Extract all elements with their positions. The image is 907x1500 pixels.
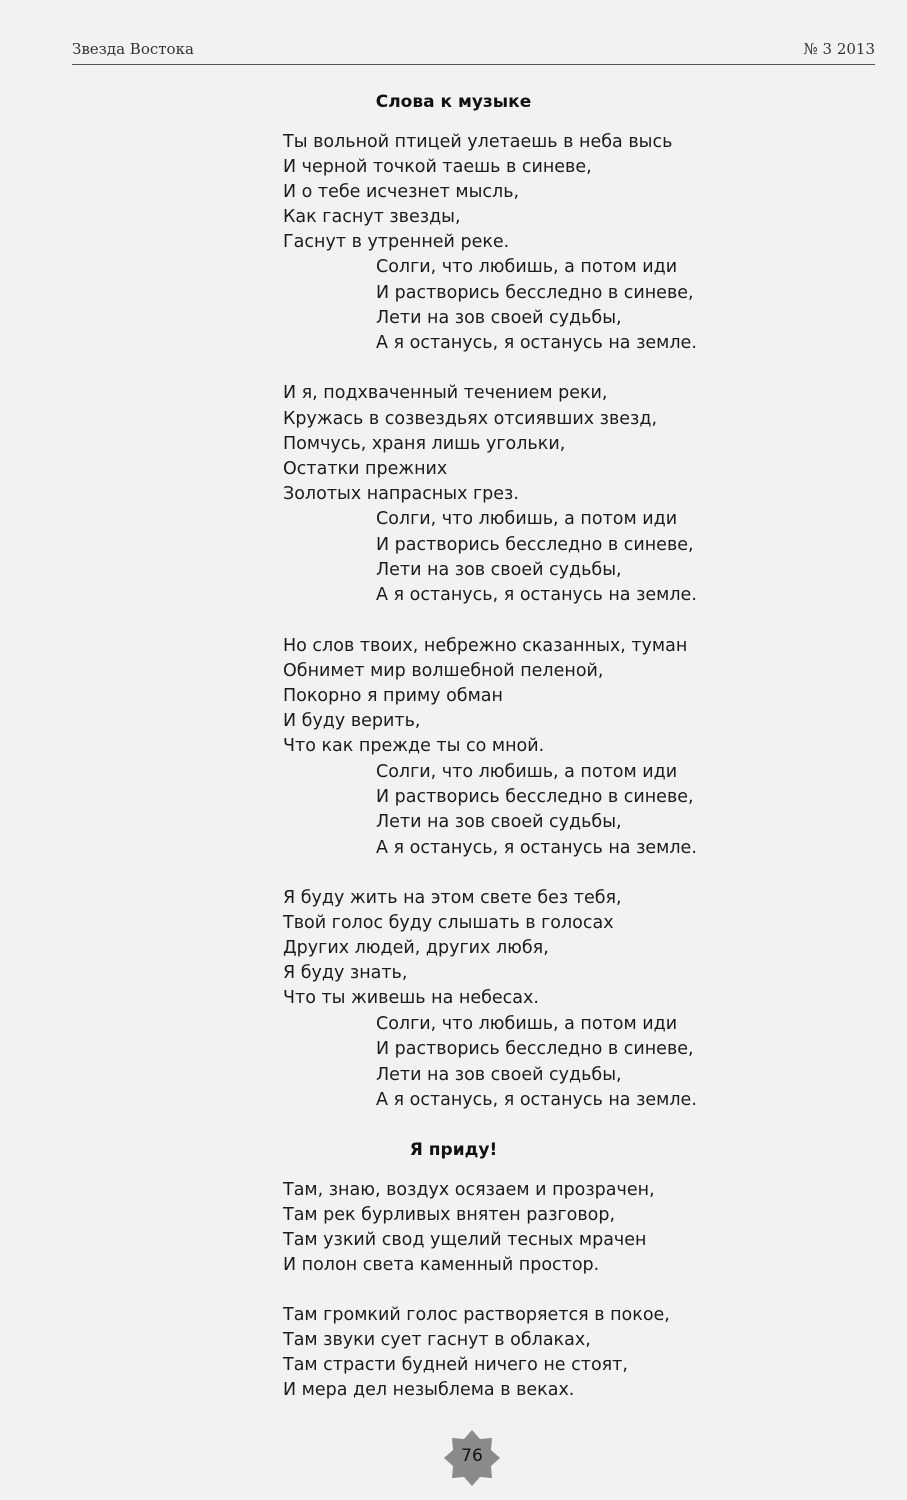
- verse-line: Я буду жить на этом свете без тебя,: [283, 888, 622, 908]
- page-header: [72, 38, 875, 62]
- refrain-line: Лети на зов своей судьбы,: [376, 560, 622, 580]
- verse-line: Ты вольной птицей улетаешь в неба высь: [283, 132, 673, 152]
- verse-line: Кружась в созвездьях отсиявших звезд,: [283, 409, 658, 429]
- verse-line: И черной точкой таешь в синеве,: [283, 157, 592, 177]
- issue-number: № 3 2013: [803, 40, 875, 58]
- refrain-line: А я останусь, я останусь на земле.: [376, 585, 697, 605]
- verse-line: Обнимет мир волшебной пеленой,: [283, 661, 604, 681]
- verse-line: Там рек бурливых внятен разговор,: [283, 1205, 616, 1225]
- verse-line: И полон света каменный простор.: [283, 1255, 600, 1275]
- refrain-line: Солги, что любишь, а потом иди: [376, 762, 678, 782]
- page-number: 76: [461, 1446, 483, 1466]
- verse-line: И о тебе исчезнет мысль,: [283, 182, 520, 202]
- verse-line: И я, подхваченный течением реки,: [283, 383, 608, 403]
- verse-line: Гаснут в утренней реке.: [283, 232, 510, 252]
- refrain-line: Солги, что любишь, а потом иди: [376, 257, 678, 277]
- verse-line: Других людей, других любя,: [283, 938, 549, 958]
- verse-line: Твой голос буду слышать в голосах: [283, 913, 614, 933]
- refrain-line: И растворись бесследно в синеве,: [376, 1039, 694, 1059]
- verse-line: Помчусь, храня лишь угольки,: [283, 434, 566, 454]
- verse-line: И буду верить,: [283, 711, 421, 731]
- verse-line: Покорно я приму обман: [283, 686, 503, 706]
- verse-line: Там громкий голос растворяется в покое,: [283, 1305, 670, 1325]
- verse-line: Как гаснут звезды,: [283, 207, 461, 227]
- verse-line: Остатки прежних: [283, 459, 448, 479]
- header-rule: [72, 64, 875, 65]
- verse-line: Что как прежде ты со мной.: [283, 736, 545, 756]
- poem-title: Я приду!: [409, 1140, 498, 1160]
- verse-line: Но слов твоих, небрежно сказанных, туман: [283, 636, 688, 656]
- refrain-line: А я останусь, я останусь на земле.: [376, 1090, 697, 1110]
- verse-line: Что ты живешь на небесах.: [283, 988, 539, 1008]
- refrain-line: И растворись бесследно в синеве,: [376, 787, 694, 807]
- verse-line: Золотых напрасных грез.: [283, 484, 519, 504]
- verse-line: Я буду знать,: [283, 963, 408, 983]
- verse-line: Там страсти будней ничего не стоят,: [283, 1355, 628, 1375]
- refrain-line: Лети на зов своей судьбы,: [376, 1065, 622, 1085]
- refrain-line: И растворись бесследно в синеве,: [376, 535, 694, 555]
- refrain-line: Солги, что любишь, а потом иди: [376, 509, 678, 529]
- poem-title: Слова к музыке: [375, 92, 532, 112]
- refrain-line: И растворись бесследно в синеве,: [376, 283, 694, 303]
- verse-line: И мера дел незыблема в веках.: [283, 1380, 575, 1400]
- refrain-line: А я останусь, я останусь на земле.: [376, 838, 697, 858]
- page-number-badge: [442, 1428, 502, 1488]
- refrain-line: А я останусь, я останусь на земле.: [376, 333, 697, 353]
- verse-line: Там, знаю, воздух осязаем и прозрачен,: [283, 1180, 655, 1200]
- refrain-line: Солги, что любишь, а потом иди: [376, 1014, 678, 1034]
- refrain-line: Лети на зов своей судьбы,: [376, 812, 622, 832]
- refrain-line: Лети на зов своей судьбы,: [376, 308, 622, 328]
- verse-line: Там узкий свод ущелий тесных мрачен: [283, 1230, 647, 1250]
- verse-line: Там звуки сует гаснут в облаках,: [283, 1330, 591, 1350]
- journal-title: Звезда Востока: [72, 40, 194, 58]
